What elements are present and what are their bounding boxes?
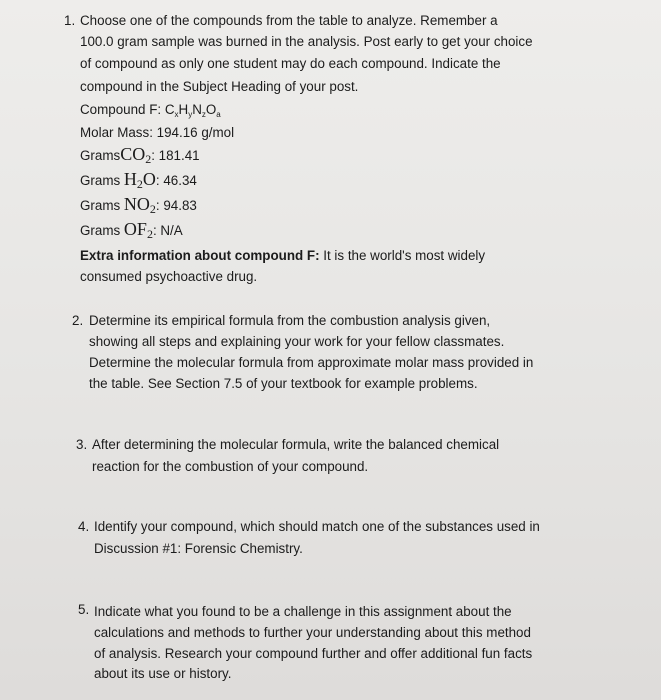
- q3-line-2: reaction for the combustion of your compound.: [92, 459, 369, 474]
- q3-number: 3.: [76, 437, 88, 452]
- co2-formula: $CO_2$: [120, 144, 152, 166]
- h2o-formula: $H_2O$: [123, 169, 156, 191]
- no2-formula: $NO_2$: [123, 194, 156, 216]
- q5-line-1: Indicate what you found to be a challenge in this assignment about the: [94, 604, 512, 619]
- q2-line-1: Determine its empirical formula from the combustion analysis given,: [89, 313, 491, 328]
- q4-line-2: Discussion #1: Forensic Chemistry.: [94, 541, 303, 556]
- q1-line-2: 100.0 gram sample was burned in the analysis. Post early to get your choice: [80, 34, 533, 49]
- q2-number: 2.: [72, 313, 84, 328]
- q1-line-4: compound in the Subject Heading of your post.: [80, 79, 359, 94]
- q5-line-3: of analysis. Research your compound further and offer additional fun facts: [94, 646, 533, 661]
- extra-info: Extra information about compound F: It is the world's most widely: [80, 248, 486, 263]
- q5-number: 5.: [78, 602, 90, 617]
- extra-info-line-2: consumed psychoactive drug.: [80, 269, 258, 284]
- q1-line-3: of compound as only one student may do each compound. Indicate the: [80, 56, 501, 71]
- q2-line-4: the table. See Section 7.5 of your textbook for example problems.: [89, 376, 478, 391]
- grams-co2: GramsCO$_2$: 181.41: [80, 144, 200, 166]
- q2-line-2: showing all steps and explaining your work for your fellow classmates.: [89, 334, 505, 349]
- grams-h2o: Grams $H_2O$: 46.34: [80, 169, 197, 191]
- molar-mass: Molar Mass: 194.16 g/mol: [80, 125, 235, 140]
- grams-of2: Grams $OF_2$: N/A: [80, 219, 183, 241]
- q3-line-1: After determining the molecular formula, write the balanced chemical: [92, 437, 500, 452]
- grams-no2: Grams $NO_2$: 94.83: [80, 194, 197, 216]
- q1-number: 1.: [64, 13, 76, 28]
- q5-line-2: calculations and methods to further your understanding about this method: [94, 625, 531, 640]
- q5-line-4: about its use or history.: [94, 666, 232, 681]
- of2-formula: $OF_2$: [123, 219, 153, 241]
- q4-line-1: Identify your compound, which should match one of the substances used in: [94, 519, 540, 534]
- q1-line-1: Choose one of the compounds from the table to analyze. Remember a: [80, 13, 498, 28]
- q4-number: 4.: [78, 519, 90, 534]
- q2-line-3: Determine the molecular formula from approximate molar mass provided in: [89, 355, 534, 370]
- compound-formula: Compound F: $C_xH_yN_zO_a$: [80, 102, 221, 119]
